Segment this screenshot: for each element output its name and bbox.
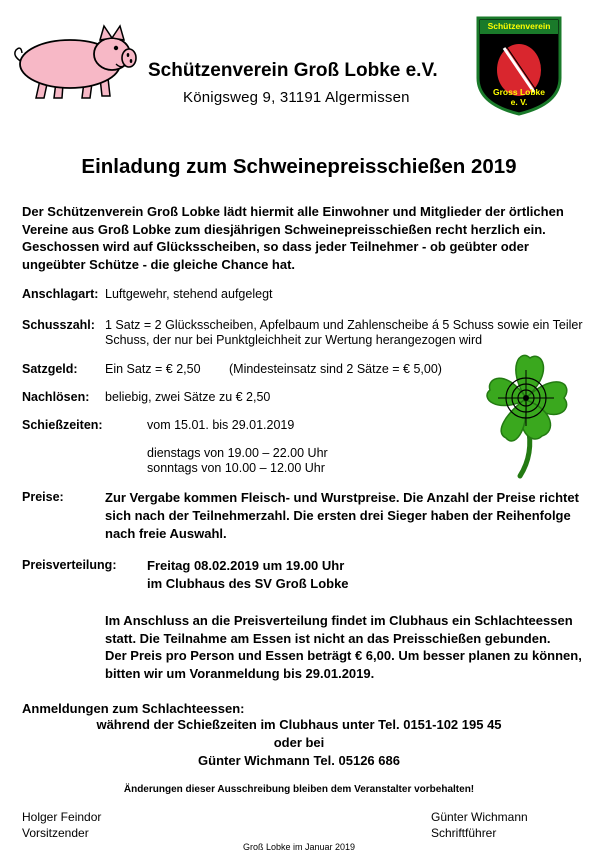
club-badge-icon [476, 16, 562, 116]
preise-text [105, 489, 579, 543]
schusszahl-label: Schusszahl: [22, 318, 95, 332]
preisverteilung-place: im Clubhaus des SV Groß Lobke [147, 576, 349, 591]
intro-line: Geschossen wird auf Glücksscheiben, so dass jeder Teilnehmer - ob geübter oder [22, 239, 529, 254]
satzgeld-label: Satzgeld: [22, 362, 78, 376]
schlachteessen-line: Der Preis pro Person und Essen beträgt € 6,00. Um besser planen zu können, [105, 648, 582, 663]
schusszahl-line-1: 1 Satz = 2 Glücksscheiben, Apfelbaum und Zahlenscheibe á 5 Schuss sowie ein Teiler [105, 318, 583, 332]
signature-left-name: Holger Feindor [22, 810, 102, 824]
schiesszeiten-tuesday: dienstags von 19.00 – 22.00 Uhr [147, 446, 328, 460]
schlachteessen-paragraph [105, 612, 582, 682]
anmeldung-line-2: oder bei [273, 735, 325, 750]
badge-top-text: Schützenverein [487, 21, 551, 31]
anschlagart-value: Luftgewehr, stehend aufgelegt [105, 287, 273, 301]
clover-target-icon [476, 348, 576, 480]
preisverteilung-label: Preisverteilung: [22, 558, 117, 572]
anmeldung-line-3: Günter Wichmann Tel. 05126 686 [198, 753, 400, 768]
preise-label: Preise: [22, 490, 64, 504]
preise-line: Zur Vergabe kommen Fleisch- und Wurstpreise. Die Anzahl der Preise richtet [105, 490, 579, 505]
footer-text: Groß Lobke im Januar 2019 [242, 842, 356, 852]
schiesszeiten-label: Schießzeiten: [22, 418, 103, 432]
anmeldung-heading: Anmeldungen zum Schlachteessen: [22, 701, 245, 716]
preise-line: nach freie Auswahl. [105, 526, 227, 541]
intro-paragraph [22, 203, 582, 273]
anschlagart-label: Anschlagart: [22, 287, 99, 301]
preisverteilung-date: Freitag 08.02.2019 um 19.00 Uhr [147, 558, 345, 573]
intro-line: Der Schützenverein Groß Lobke lädt hiermit alle Einwohner und Mitglieder der örtlichen [22, 204, 564, 219]
badge-bottom-text-1: Gross Lobke [493, 87, 545, 97]
badge-bottom-text-2: e. V. [510, 97, 528, 107]
pig-icon [8, 22, 140, 102]
schlachteessen-line: statt. Die Teilnahme am Essen ist nicht an das Preisschießen gebunden. [105, 630, 551, 646]
schiesszeiten-sunday: sonntags von 10.00 – 12.00 Uhr [147, 461, 325, 475]
disclaimer-note: Änderungen dieser Ausschreibung bleiben dem Veranstalter vorbehalten! [123, 784, 475, 795]
preise-line: sich nach der Teilnehmerzahl. Die ersten drei Sieger haben der Reihenfolge [105, 508, 571, 523]
club-address: Königsweg 9, 31191 Algermissen [183, 89, 410, 106]
signature-right-name: Günter Wichmann [431, 810, 528, 824]
intro-line: Vereine aus Groß Lobke zum diesjährigen Schweinepreisschießen recht herzlich ein. [22, 221, 546, 237]
page-title: Einladung zum Schweinepreisschießen 2019 [81, 155, 517, 178]
club-name: Schützenverein Groß Lobke e.V. [148, 60, 438, 81]
signature-right-role: Schriftführer [431, 826, 497, 840]
satzgeld-value: Ein Satz = € 2,50 [105, 362, 201, 376]
nachloesen-label: Nachlösen: [22, 390, 90, 404]
anmeldung-line-1: während der Schießzeiten im Clubhaus unter Tel. 0151-102 195 45 [96, 717, 502, 732]
intro-line: ungeübter Schütze - die gleiche Chance hat. [22, 256, 296, 272]
satzgeld-note: (Mindesteinsatz sind 2 Sätze = € 5,00) [229, 362, 442, 376]
nachloesen-value: beliebig, zwei Sätze zu € 2,50 [105, 390, 271, 404]
schlachteessen-line: bitten wir um Voranmeldung bis 29.01.2019. [105, 665, 375, 681]
schusszahl-line-2: Schuss, der nur bei Punktgleichheit zur Wertung herangezogen wird [105, 333, 483, 347]
signature-left-role: Vorsitzender [22, 826, 89, 840]
schlachteessen-line: Im Anschluss an die Preisverteilung findet im Clubhaus ein Schlachteessen [105, 613, 573, 628]
schiesszeiten-range: vom 15.01. bis 29.01.2019 [147, 418, 295, 432]
